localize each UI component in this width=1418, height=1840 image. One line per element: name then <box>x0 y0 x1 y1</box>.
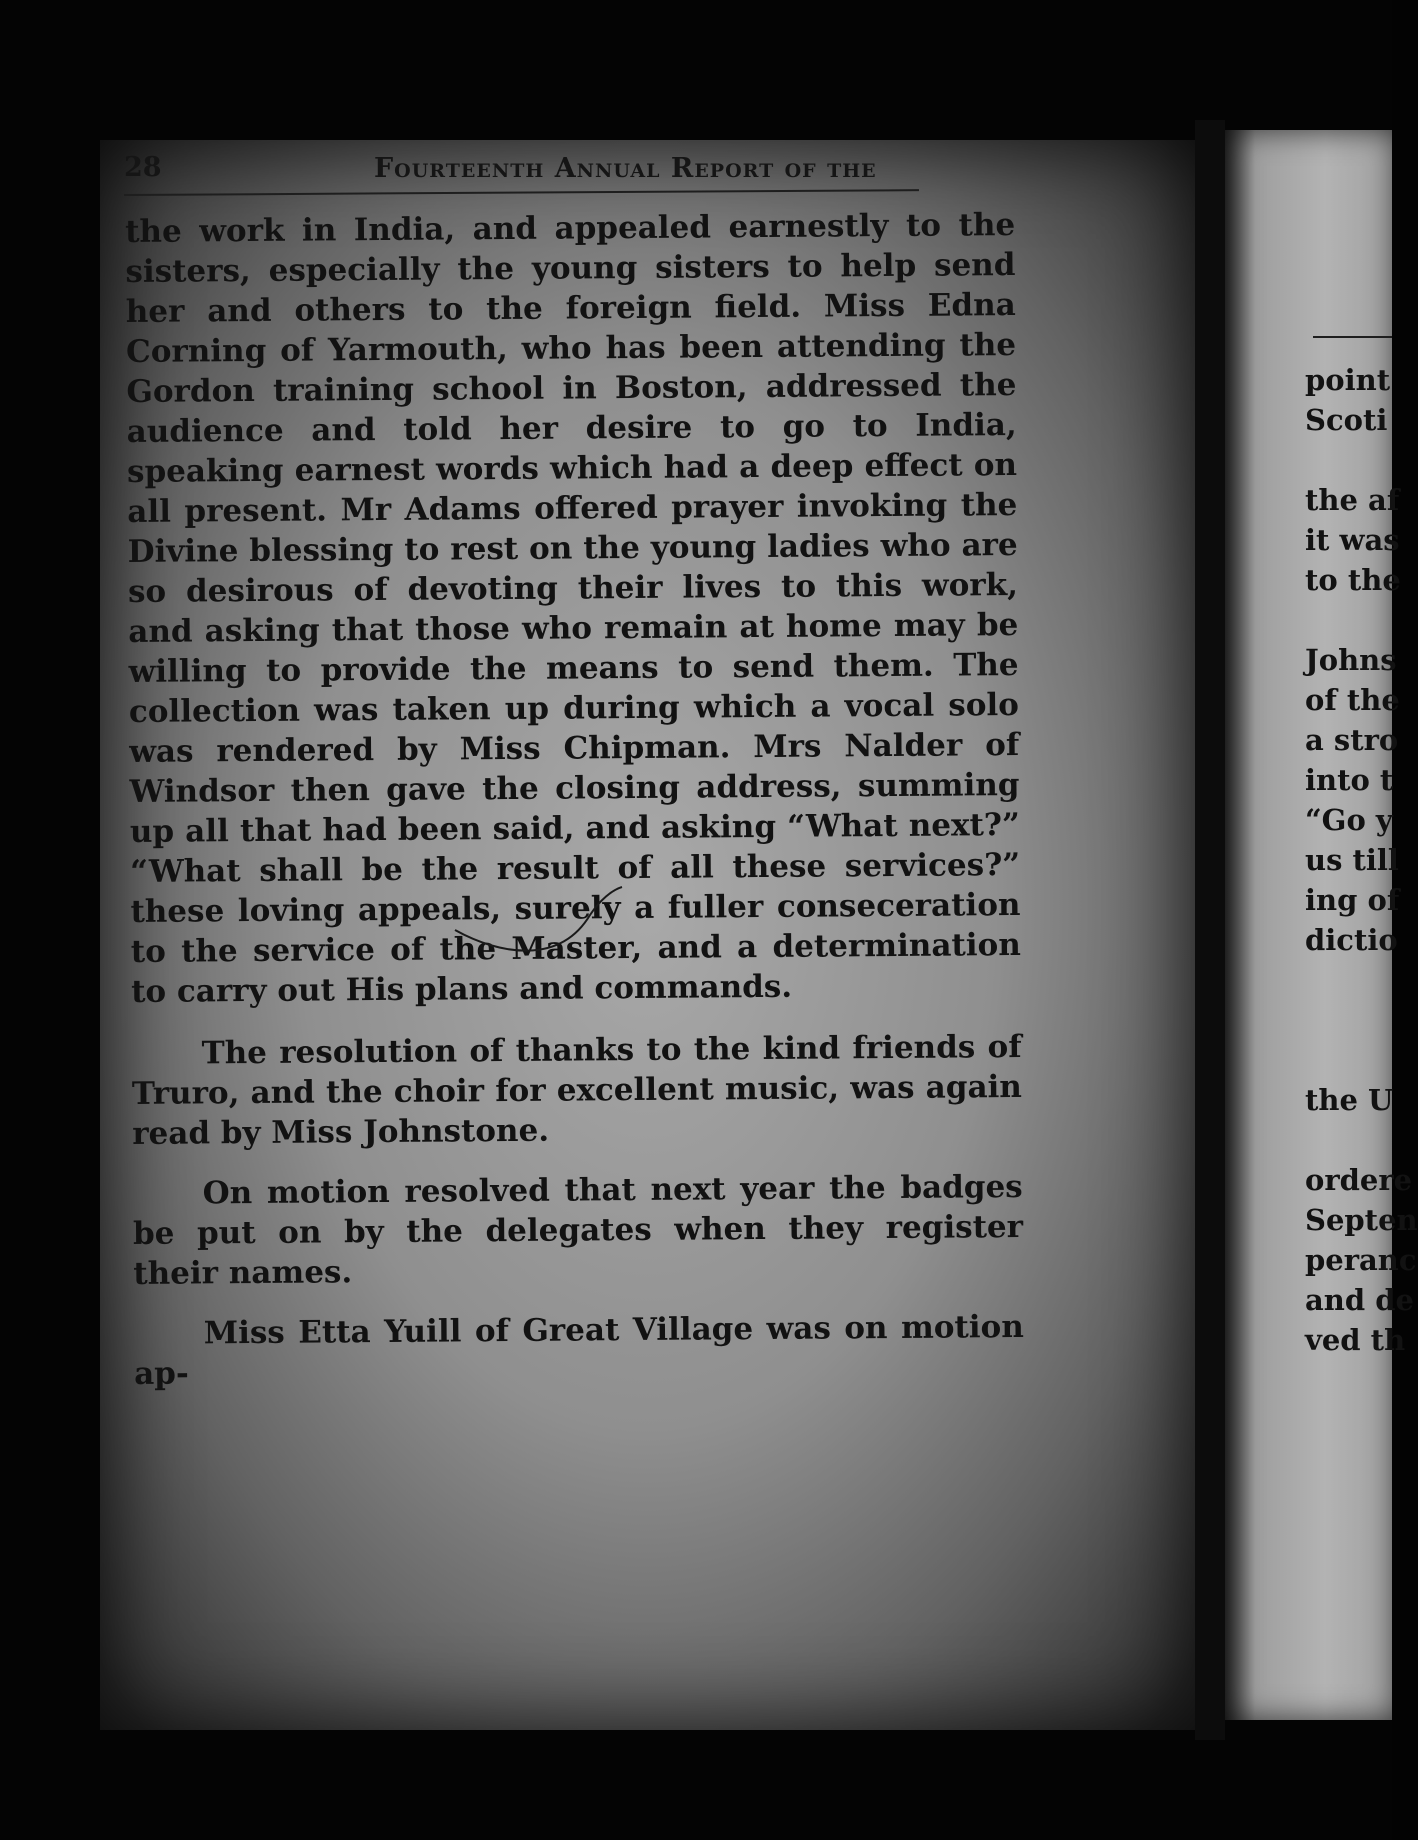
right-line: of the <box>1305 683 1400 717</box>
right-line <box>1305 1000 1395 1040</box>
right-line <box>1305 440 1395 480</box>
right-line: the U <box>1305 1083 1394 1117</box>
right-line: “Go y <box>1305 803 1393 837</box>
right-line: a stro <box>1305 723 1399 757</box>
right-line <box>1305 600 1395 640</box>
right-line <box>1305 1120 1395 1160</box>
right-line: Johns <box>1305 643 1397 677</box>
right-line: ing of <box>1305 883 1400 917</box>
right-line <box>1305 1040 1395 1080</box>
paragraph: the work in India, and appealed earnestly to the sisters, especially the young sisters to help send her and others to the foreign field. Miss Edna Corning of Yarmouth, who has been attending the Gordon training school in Boston, addressed the audience and told her desire to go to India, speaking earnest words which had a deep effect on all present. Mr Adams offered prayer invoking the Divine blessing to rest on the young ladies who are so desirous of devoting their lives to this work, and asking that those who remain at home may be willing to provide the means to send them. The collection was taken up during which a vocal solo was rendered by Miss Chipman. Mrs Nalder of Windsor then gave the closing address, summing up all that had been said, and asking “What next?” “What shall be the result of all these services?” these loving appeals, surely a fuller conseceration to the service of the Master, and a determination to carry out His plans and commands. <box>125 207 1021 1010</box>
right-line: and de <box>1305 1283 1414 1317</box>
right-line: it was <box>1305 523 1400 557</box>
right-line: us till <box>1305 843 1399 877</box>
right-line: dictio <box>1305 923 1398 957</box>
paragraph: Miss Etta Yuill of Great Village was on motion ap- <box>133 1308 1024 1392</box>
page-header <box>124 152 1014 188</box>
right-line: the af <box>1305 483 1400 517</box>
right-line <box>1305 960 1395 1000</box>
right-line: ved th <box>1305 1323 1406 1357</box>
book-gutter <box>1195 120 1225 1740</box>
right-line: Septen <box>1305 1203 1418 1237</box>
right-line: point <box>1305 363 1391 397</box>
right-line: peranc <box>1305 1243 1417 1277</box>
right-line: into t <box>1305 763 1394 797</box>
paragraph: The resolution of thanks to the kind friends of Truro, and the choir for excellent music, was again read by Miss Johnstone. <box>131 1028 1023 1152</box>
right-line: Scoti <box>1305 403 1388 437</box>
right-line: ordere <box>1305 1163 1413 1197</box>
right-header-rule <box>1313 336 1392 338</box>
page-body <box>125 205 1024 1414</box>
page-number: 28 <box>124 152 162 183</box>
paragraph: On motion resolved that next year the badges be put on by the delegates when they register their names. <box>132 1168 1024 1292</box>
right-line: to the <box>1305 563 1401 597</box>
right-page-text <box>1305 360 1418 1360</box>
running-title: Fourteenth Annual Report of the <box>374 153 877 184</box>
